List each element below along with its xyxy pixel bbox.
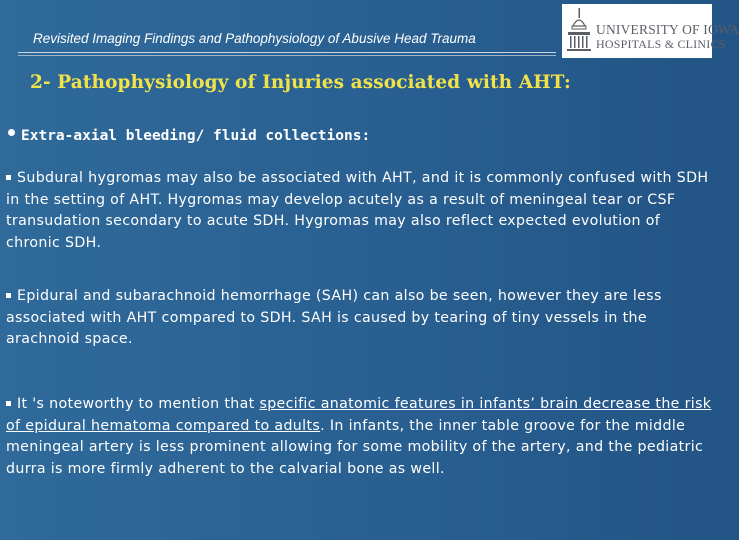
bullet-dot-icon [8,129,15,136]
paragraph-epidural-sah-text: Epidural and subarachnoid hemorrhage (SAH) can also be seen, however they are less associated with AHT compared to SDH. SAH is caused by tearing of tiny vessels in the arachnoid space. [6,288,662,347]
paragraph-hygromas-text: Subdural hygromas may also be associated with AHT, and it is commonly confused with SDH in the setting of AHT. Hygromas may develop acutely as a result of meningeal tear or CSF transudation secondary to acute SDH. Hygromas may also reflect expected evolution of chronic SDH. [6,170,709,251]
section-heading: 2- Pathophysiology of Injuries associated with AHT: [30,72,571,93]
logo-line-hospitals: HOSPITALS & CLINICS [596,37,726,51]
bullet-item [8,125,370,144]
logo-line-university: UNIVERSITY OF IOWA [596,22,739,37]
paragraph-anatomic-underlined: specific anatomic features in infants’ brain decrease the risk of epidural hematoma compared to adults [6,396,712,434]
paragraph-anatomic-features [6,394,714,480]
bullet-label: Extra-axial bleeding/ fluid collections: [21,128,371,144]
header-title: Revisited Imaging Findings and Pathophysiology of Abusive Head Trauma [33,31,476,46]
old-capitol-icon [566,6,594,54]
square-bullet-icon [6,175,11,180]
header-divider-secondary [18,55,556,56]
university-logo [562,4,739,58]
header-divider [18,52,556,53]
square-bullet-icon [6,293,11,298]
paragraph-anatomic-tail: . In infants, the inner table groove for the middle meningeal artery is less prominent allowing for some mobility of the artery, and the pediatric durra is more firmly adherent to the calvarial bone as well. [6,417,704,477]
paragraph-epidural-sah [6,286,714,351]
square-bullet-icon [6,401,11,406]
paragraph-hygromas [6,168,714,254]
paragraph-anatomic-lead: It 's noteworthy to mention that [17,396,260,412]
